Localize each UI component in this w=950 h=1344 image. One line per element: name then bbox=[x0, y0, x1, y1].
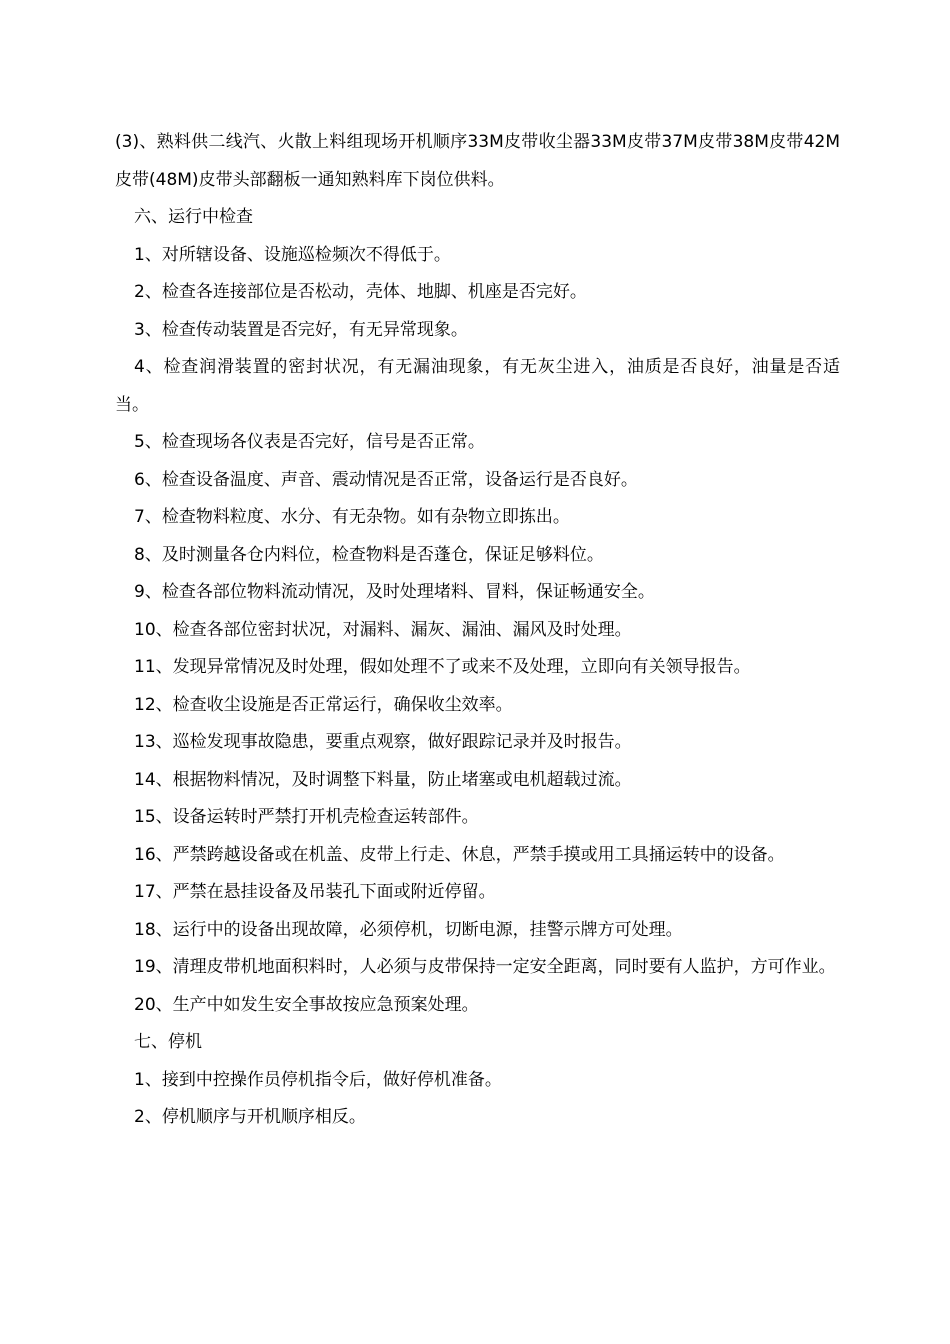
check-item-20: 20、生产中如发生安全事故按应急预案处理。 bbox=[134, 994, 479, 1015]
check-item-18: 18、运行中的设备出现故障，必须停机，切断电源，挂警示牌方可处理。 bbox=[134, 919, 683, 940]
check-item-4: 4、检查润滑装置的密封状况，有无漏油现象，有无灰尘进入，油质是否良好，油量是否适当。 bbox=[115, 357, 840, 415]
check-item-9: 9、检查各部位物料流动情况，及时处理堵料、冒料，保证畅通安全。 bbox=[134, 582, 655, 602]
check-item-8: 8、及时测量各仓内料位，检查物料是否蓬仓，保证足够料位。 bbox=[134, 544, 604, 565]
section-heading-running-check: 六、运行中检查 bbox=[134, 207, 253, 227]
check-item-13: 13、巡检发现事故隐患，要重点观察，做好跟踪记录并及时报告。 bbox=[134, 732, 632, 752]
check-item-7: 7、检查物料粒度、水分、有无杂物。如有杂物立即拣出。 bbox=[134, 507, 570, 527]
shutdown-item-2: 2、停机顺序与开机顺序相反。 bbox=[134, 1107, 366, 1127]
check-item-11: 11、发现异常情况及时处理，假如处理不了或来不及处理，立即向有关领导报告。 bbox=[134, 657, 751, 677]
check-item-10: 10、检查各部位密封状况，对漏料、漏灰、漏油、漏风及时处理。 bbox=[134, 619, 632, 640]
check-item-17: 17、严禁在悬挂设备及吊装孔下面或附近停留。 bbox=[134, 882, 496, 902]
check-item-5: 5、检查现场各仪表是否完好，信号是否正常。 bbox=[134, 432, 485, 452]
check-item-6: 6、检查设备温度、声音、震动情况是否正常，设备运行是否良好。 bbox=[134, 469, 638, 490]
shutdown-item-1: 1、接到中控操作员停机指令后，做好停机准备。 bbox=[134, 1069, 502, 1090]
check-item-16: 16、严禁跨越设备或在机盖、皮带上行走、休息，严禁手摸或用工具捅运转中的设备。 bbox=[134, 844, 785, 865]
check-item-14: 14、根据物料情况，及时调整下料量，防止堵塞或电机超载过流。 bbox=[134, 769, 632, 790]
intro-paragraph: (3)、熟料供二线汽、火散上料组现场开机顺序33M皮带收尘器33M皮带37M皮带38M皮带42M皮带(48M)皮带头部翻板一通知熟料库下岗位供料。 bbox=[115, 132, 840, 190]
check-item-2: 2、检查各连接部位是否松动，壳体、地脚、机座是否完好。 bbox=[134, 282, 587, 302]
check-item-1: 1、对所辖设备、设施巡检频次不得低于。 bbox=[134, 244, 451, 265]
section-heading-shutdown: 七、停机 bbox=[134, 1032, 202, 1052]
document-page bbox=[115, 124, 840, 1137]
check-item-3: 3、检查传动装置是否完好，有无异常现象。 bbox=[134, 319, 468, 340]
check-item-15: 15、设备运转时严禁打开机壳检查运转部件。 bbox=[134, 807, 479, 827]
check-item-19: 19、清理皮带机地面积料时，人必须与皮带保持一定安全距离，同时要有人监护，方可作业。 bbox=[134, 957, 836, 977]
check-item-12: 12、检查收尘设施是否正常运行，确保收尘效率。 bbox=[134, 694, 513, 715]
